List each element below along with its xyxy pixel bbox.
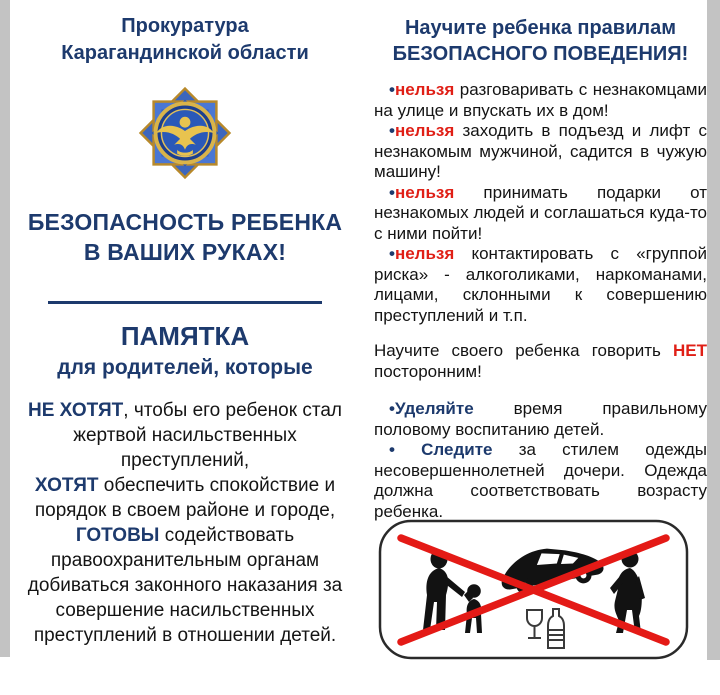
advice-list [374,399,707,522]
segment-text: обеспечить спокойствие и порядок в своем районе и городе, [34,475,336,521]
parents-description [19,398,351,648]
bullet-dot-icon: • [389,440,395,459]
divider-line [48,301,322,304]
prosecutor-emblem-icon [131,79,239,187]
say-no-highlight: НЕТ [673,341,707,360]
prohibition-image [377,518,690,661]
main-title-line2: В ВАШИХ РУКАХ! [83,239,287,265]
advice-text: время правильному половому воспитанию детей. [374,399,707,439]
keyword-hotyat: ХОТЯТ [34,475,99,496]
parents-segment [19,398,351,473]
rule-keyword: нельзя [394,80,455,99]
bullet-dot-icon: • [389,399,395,418]
rule-keyword: нельзя [394,244,455,263]
keyword-ne-hotyat: НЕ ХОТЯТ [28,400,124,421]
rule-keyword: нельзя [394,121,455,140]
rule-text: контактировать с «группой риска» - алкоголиками, наркоманами, лицами, склонными к совершению преступлений и т.п. [374,244,707,325]
advice-keyword: Следите [421,440,493,459]
rules-heading-line1: Научите ребенка правилам [404,17,677,39]
right-column [374,0,707,695]
say-no-statement [374,341,707,382]
rule-text: заходить в подъезд и лифт с незнакомым мужчиной, садится в чужую машину! [374,121,707,181]
advice-item [374,440,707,522]
rule-item [374,183,707,245]
left-column [10,0,360,695]
rule-item [374,121,707,183]
page-edge-left [0,0,10,657]
rule-keyword: нельзя [394,182,455,202]
advice-item [374,399,707,440]
segment-text: содействовать правоохранительным органам добиваться законного наказания за совершение насильственных преступлений в отношении детей. [27,525,343,646]
rule-item [374,80,707,121]
memo-title: ПАМЯТКА [120,321,250,351]
say-no-prefix: Научите своего ребенка говорить [374,341,661,360]
main-title-line1: БЕЗОПАСНОСТЬ РЕБЕНКА [27,209,343,235]
segment-text: , чтобы его ребенок стал жертвой насильственных преступлений, [73,400,342,471]
bullet-dot-icon: • [389,80,395,99]
advice-text: за стилем одежды несовершеннолетней дочери. Одежда должна соответствовать возрасту ребенка. [374,440,707,521]
rule-item [374,244,707,326]
bullet-dot-icon: • [389,182,395,202]
say-no-suffix: посторонним! [374,361,482,381]
rules-list [374,80,707,326]
bullet-dot-icon: • [389,244,395,263]
rule-text: разговаривать с незнакомцами на улице и впускать их в дом! [374,80,707,120]
parents-segment [19,473,351,523]
rule-text: принимать подарки от незнакомых людей и соглашаться куда-то с ними пойти! [374,182,707,243]
org-title [10,13,360,67]
parents-segment [19,523,351,648]
org-title-line1: Прокуратура [121,15,249,37]
memo-subtitle: для родителей, которые [57,356,313,379]
advice-keyword: Уделяйте [394,399,474,418]
org-title-line2: Карагандинской области [61,42,309,64]
main-title [10,207,360,267]
rules-heading [374,15,707,67]
bullet-dot-icon: • [389,121,395,140]
page-edge-right [707,0,720,660]
keyword-gotovy: ГОТОВЫ [75,525,160,546]
rules-heading-line2: БЕЗОПАСНОГО ПОВЕДЕНИЯ! [392,43,689,65]
